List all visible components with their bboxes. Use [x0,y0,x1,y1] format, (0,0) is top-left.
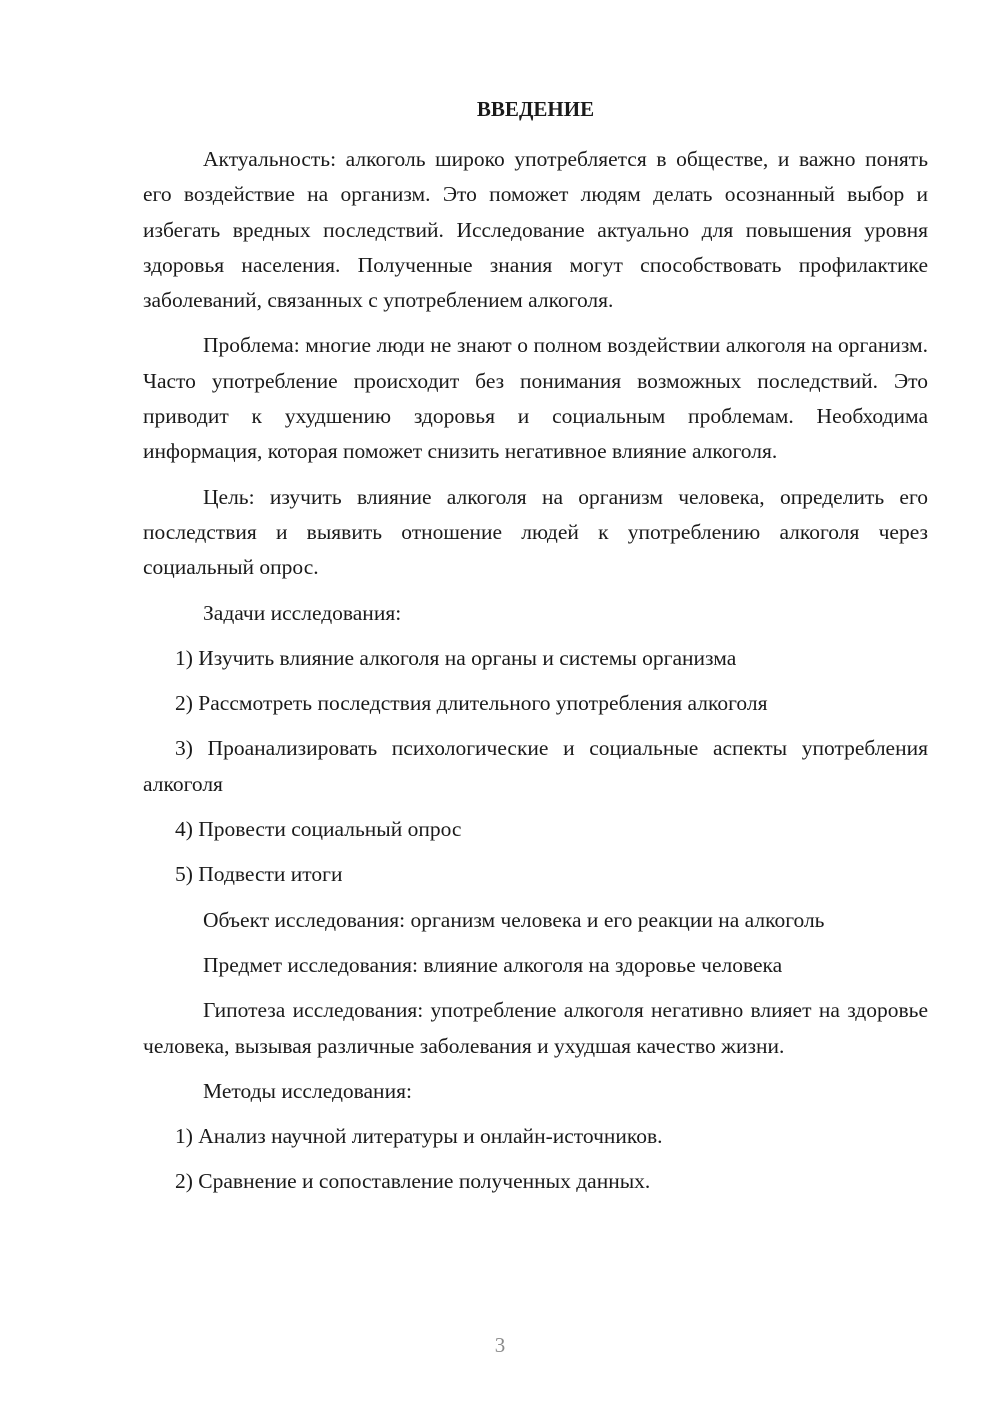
task-item-5: 5) Подвести итоги [175,862,343,887]
task-item-4: 4) Провести социальный опрос [175,817,462,842]
page-title: ВВЕДЕНИЕ [476,97,595,121]
task-item-3: 3) Проанализировать психологические и социальные аспекты употребления алкоголя [143,736,928,796]
methods-heading: Методы исследования: [203,1078,412,1103]
paragraph-relevance: Актуальность: алкоголь широко употребляется в обществе, и важно понять его воздействие на организм. Это поможет людям делать осознанный выбор и избегать вредных последствий. Исследование актуально для повышения уровня здоровья населения. Полученные знания могут способствовать профилактике заболеваний, связанных с употреблением алкоголя. [143,147,928,313]
research-object: Объект исследования: организм человека и его реакции на алкоголь [203,907,825,932]
research-subject: Предмет исследования: влияние алкоголя на здоровье человека [203,952,783,977]
tasks-heading: Задачи исследования: [203,600,402,625]
paragraph-problem: Проблема: многие люди не знают о полном воздействии алкоголя на организм. Часто употребление происходит без понимания возможных последствий. Это приводит к ухудшению здоровья и социальным проблемам. Необходима информация, которая поможет снизить негативное влияние алкоголя. [143,333,928,464]
document-page [143,92,928,1210]
task-item-1: 1) Изучить влияние алкоголя на органы и системы организма [175,645,737,670]
method-item-2: 2) Сравнение и сопоставление полученных данных. [175,1169,651,1194]
research-hypothesis: Гипотеза исследования: употребление алкоголя негативно влияет на здоровье человека, вызывая различные заболевания и ухудшая качество жизни. [143,998,928,1058]
page-number: 3 [494,1333,506,1357]
task-item-2: 2) Рассмотреть последствия длительного употребления алкоголя [175,691,768,716]
paragraph-goal: Цель: изучить влияние алкоголя на организм человека, определить его последствия и выявить отношение людей к употреблению алкоголя через социальный опрос. [143,484,928,580]
method-item-1: 1) Анализ научной литературы и онлайн-источников. [175,1124,663,1149]
